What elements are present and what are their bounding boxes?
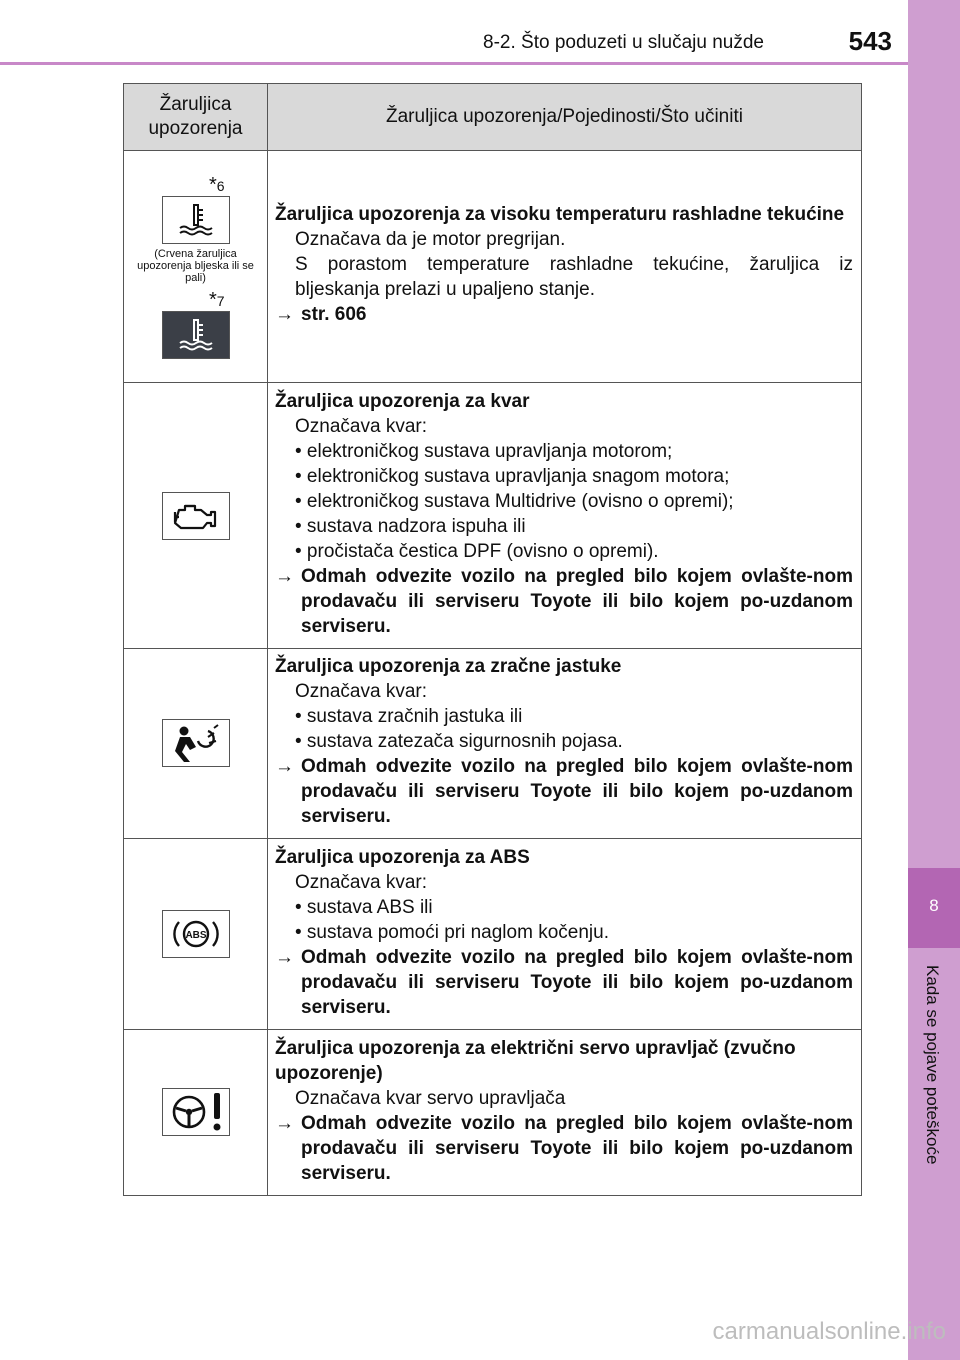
arrow-icon: → <box>275 565 294 587</box>
item-title: Žaruljica upozorenja za ABS <box>275 846 530 868</box>
table-row <box>124 839 862 1030</box>
page-number: 543 <box>848 26 892 56</box>
arrow-icon: → <box>275 946 294 968</box>
list-item: • sustava pomoći pri naglom kočenju. <box>295 921 609 943</box>
page-header <box>0 0 906 62</box>
icon-cell <box>124 1030 268 1196</box>
table-row <box>124 383 862 649</box>
list-item: • elektroničkog sustava Multidrive (ovisno o opremi); <box>295 490 734 512</box>
check-engine-icon <box>162 492 230 540</box>
text-cell <box>268 151 862 383</box>
table-row <box>124 649 862 839</box>
abs-icon <box>162 910 230 958</box>
icon-caption: (Crvena žaruljica upozorenja bljeska ili se pali) <box>137 247 254 284</box>
item-title: Žaruljica upozorenja za električni servo upravljač (zvučno upozorenje) <box>275 1037 796 1084</box>
table-row <box>124 151 862 383</box>
text-cell <box>268 383 862 649</box>
airbag-icon <box>162 719 230 767</box>
section-title: 8-2. Što poduzeti u slučaju nužde <box>483 32 764 53</box>
action-instruction: → Odmah odvezite vozilo na pregled bilo kojem ovlašte-nom prodavaču ili serviseru Toyote ili bilo kojem po-uzdanom serviseru. <box>275 1112 853 1184</box>
text-cell <box>268 1030 862 1196</box>
coolant-temperature-light-icon <box>162 196 230 244</box>
chapter-title: Kada se pojave poteškoće <box>923 965 942 1165</box>
text-cell <box>268 649 862 839</box>
item-description: Označava kvar: <box>295 415 427 437</box>
table-header-row <box>124 84 862 151</box>
action-instruction: → Odmah odvezite vozilo na pregled bilo kojem ovlašte-nom prodavaču ili serviseru Toyote ili bilo kojem po-uzdanom serviseru. <box>275 756 853 827</box>
header-rule <box>0 62 908 65</box>
power-steering-icon <box>162 1088 230 1136</box>
list-item: • sustava zračnih jastuka ili <box>295 706 523 727</box>
item-description: Označava da je motor pregrijan. <box>295 229 566 250</box>
icon-cell <box>124 151 268 383</box>
item-description: Označava kvar: <box>295 681 427 702</box>
coolant-temperature-dark-icon <box>162 311 230 359</box>
item-title: Žaruljica upozorenja za zračne jastuke <box>275 656 622 677</box>
warning-lights-table <box>123 83 862 1196</box>
item-description: Označava kvar servo upravljača <box>295 1087 566 1109</box>
item-title: Žaruljica upozorenja za kvar <box>275 390 530 412</box>
arrow-icon: → <box>275 304 294 325</box>
footnote-mark: *7 <box>209 288 225 311</box>
text-cell <box>268 839 862 1030</box>
list-item: • sustava ABS ili <box>295 896 433 918</box>
list-item: • sustava nadzora ispuha ili <box>295 515 526 537</box>
watermark: carmanualsonline.info <box>712 1318 946 1345</box>
arrow-icon: → <box>275 756 294 777</box>
list-item: • pročistača čestica DPF (ovisno o opremi). <box>295 540 659 562</box>
item-description: S porastom temperature rashladne tekućine, žaruljica iz bljeskanja prelazi u upaljeno stanje. <box>295 254 853 300</box>
list-item: • elektroničkog sustava upravljanja motorom; <box>295 440 673 462</box>
text-column-header: Žaruljica upozorenja/Pojedinosti/Što učiniti <box>268 84 862 151</box>
chapter-side-tab <box>908 0 960 1360</box>
action-instruction: → Odmah odvezite vozilo na pregled bilo kojem ovlašte-nom prodavaču ili serviseru Toyote ili bilo kojem po-uzdanom serviseru. <box>275 565 853 637</box>
item-description: Označava kvar: <box>295 871 427 893</box>
icon-column-header: Žaruljica upozorenja <box>124 84 268 151</box>
arrow-icon: → <box>275 1112 294 1134</box>
list-item: • elektroničkog sustava upravljanja snagom motora; <box>295 465 730 487</box>
chapter-number: 8 <box>929 896 939 915</box>
abs-icon-label: ABS <box>184 930 207 941</box>
footnote-mark: *6 <box>209 173 225 196</box>
table-row <box>124 1030 862 1196</box>
list-item: • sustava zatezača sigurnosnih pojasa. <box>295 731 623 752</box>
item-title: Žaruljica upozorenja za visoku temperaturu rashladne tekućine <box>275 204 845 225</box>
icon-cell <box>124 383 268 649</box>
icon-cell <box>124 649 268 839</box>
action-instruction: → Odmah odvezite vozilo na pregled bilo kojem ovlašte-nom prodavaču ili serviseru Toyote ili bilo kojem po-uzdanom serviseru. <box>275 946 853 1018</box>
action-reference: → str. 606 <box>275 304 367 325</box>
icon-cell <box>124 839 268 1030</box>
